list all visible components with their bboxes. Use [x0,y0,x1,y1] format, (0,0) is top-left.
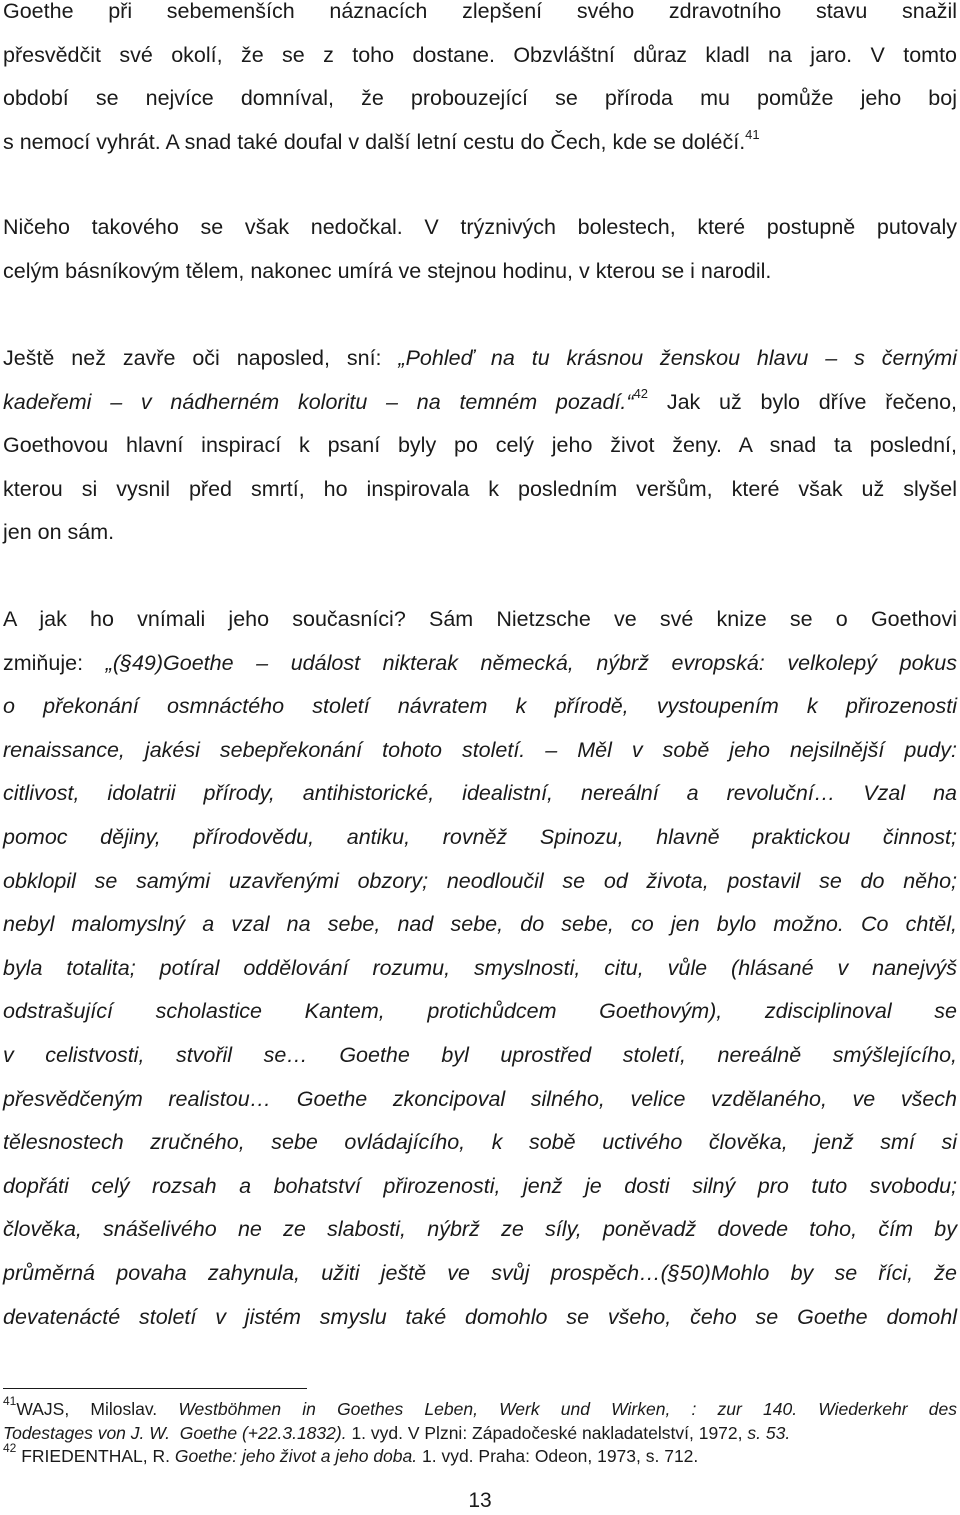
paragraph-2 [3,206,957,293]
page-number: 13 [468,1489,492,1512]
footnote-42 [3,1441,957,1469]
quote-line: v celistvosti, stvořil se… Goethe byl uprostřed století, nereálně smýšlejícího, [3,1042,957,1067]
text-line: Goethe při sebemenších náznacích zlepšení svého zdravotního stavu snažil [3,0,957,23]
text-line: přesvědčit své okolí, že se z toho dostane. Obzvláštní důraz kladl na jaro. V tomto [3,42,957,67]
text-segment: zmiňuje: [3,650,106,675]
quote-line: nebyl malomyslný a vzal na sebe, nad sebe, do sebe, co jen bylo možno. Co chtěl, [3,912,957,937]
footnote-publisher: 1. vyd. V Plzni: Západočeské nakladatelství, 1972, [346,1422,748,1443]
quote-line: byla totalita; potíral oddělování rozumu, smyslnosti, citu, vůle (hlásané v nanejvýš [3,955,957,980]
footnote-ref-42[interactable]: 42 [633,386,649,402]
text-line [3,381,957,425]
quote-line: renaissance, jakési sebepřekonání tohoto století. – Měl v sobě jeho nejsilnější pudy: [3,737,957,762]
text-line: Ničeho takového se však nedočkal. V trýznivých bolestech, které postupně putovaly [3,215,957,239]
text-line [3,121,957,165]
quote-segment: „(§49)Goethe – událost nikterak německá, nýbrž evropská: velkolepý pokus [105,650,957,675]
text-line [3,337,957,381]
footnote-publisher: 1. vyd. Praha: Odeon, 1973, s. 712. [417,1446,699,1466]
footnote-title: Todestages von J. W. Goethe (+22.3.1832). [3,1422,347,1443]
quote-segment: kadeřemi – v nádherném koloritu – na temném pozadí.“ [3,389,634,414]
quote-line: o překonání osmnáctého století návratem k přírodě, vystoupením k přirozenosti [3,694,957,719]
quote-line: člověka, snášelivého ne ze slabosti, nýbrž ze síly, poněvadž dovede toho, čím by [3,1217,957,1242]
footnote-41 [3,1394,957,1422]
quote-line: přesvědčeným realistou… Goethe zkoncipoval silného, velice vzdělaného, ve všech [3,1086,957,1111]
text-line: období se nejvíce domníval, že probouzející se příroda mu pomůže jeho boj [3,86,957,111]
text-line: A jak ho vnímali jeho současníci? Sám Nietzsche ve své knize se o Goethovi [3,607,957,631]
footnote-title: Westböhmen in Goethes Leben, Werk und Wirken, : zur 140. Wiederkehr des [178,1399,957,1419]
paragraph-3 [3,337,957,555]
quote-line: odstrašující scholastice Kantem, protichůdcem Goethovým), zdisciplinoval se [3,999,957,1024]
footnote-41-continued [3,1422,957,1446]
text-line [3,642,957,686]
text-line: kterou si vysnil před smrtí, ho inspirovala k posledním veršům, které však už slyšel [3,476,957,501]
footnote-divider [3,1388,307,1389]
footnote-number: 42 [3,1441,17,1456]
footnote-ref-41[interactable]: 41 [745,126,760,142]
quote-line: dopřáti celý rozsah a bohatství přirozenosti, jenž je dosti silný pro tuto svobodu; [3,1173,957,1198]
text-segment: Ještě než zavře oči naposled, sní: [3,346,399,370]
footnote-title: Goethe: jeho život a jeho doba. [174,1446,418,1466]
quote-line: citlivost, idolatrii přírody, antihistorické, idealistní, nereální a revoluční… Vzal na [3,781,957,806]
text-line: Goethovou hlavní inspirací k psaní byly po celý jeho život ženy. A snad ta poslední, [3,433,957,458]
quote-line: tělesnostech zručného, sebe ovládajícího, k sobě uctivého člověka, jenž smí si [3,1130,957,1155]
quote-line: pomoc dějiny, přírodovědu, antiku, rovněž Spinozu, hlavně praktickou činnost; [3,824,957,849]
text-segment: s nemocí vyhrát. A snad také doufal v další letní cestu do Čech, kde se doléčí. [3,129,746,154]
footnotes [3,1394,957,1469]
text-segment: Jak už bylo dříve řečeno, [648,389,957,414]
quote-line: devatenácté století v jistém smyslu také domohlo se všeho, čeho se Goethe domohl [3,1304,957,1329]
footnote-author: FRIEDENTHAL, R. [16,1446,175,1466]
text-line: celým básníkovým tělem, nakonec umírá ve stejnou hodinu, v kterou se i narodil. [3,258,772,283]
paragraph-4 [3,598,957,1339]
quote-segment: „Pohleď na tu krásnou ženskou hlavu – s černými [398,346,957,370]
quote-line: průměrná povaha zahynula, užiti ještě ve svůj prospěch…(§50)Mohlo by se říci, že [3,1260,957,1285]
quote-line: obklopil se samými uzavřenými obzory; neodloučil se od života, postavil se do něho; [3,868,957,893]
footnote-author: WAJS, Miloslav. [16,1399,179,1419]
text-line: jen on sám. [3,520,115,545]
footnote-page: s. 53. [747,1422,791,1443]
footnote-number: 41 [3,1394,17,1409]
paragraph-1 [3,0,957,164]
